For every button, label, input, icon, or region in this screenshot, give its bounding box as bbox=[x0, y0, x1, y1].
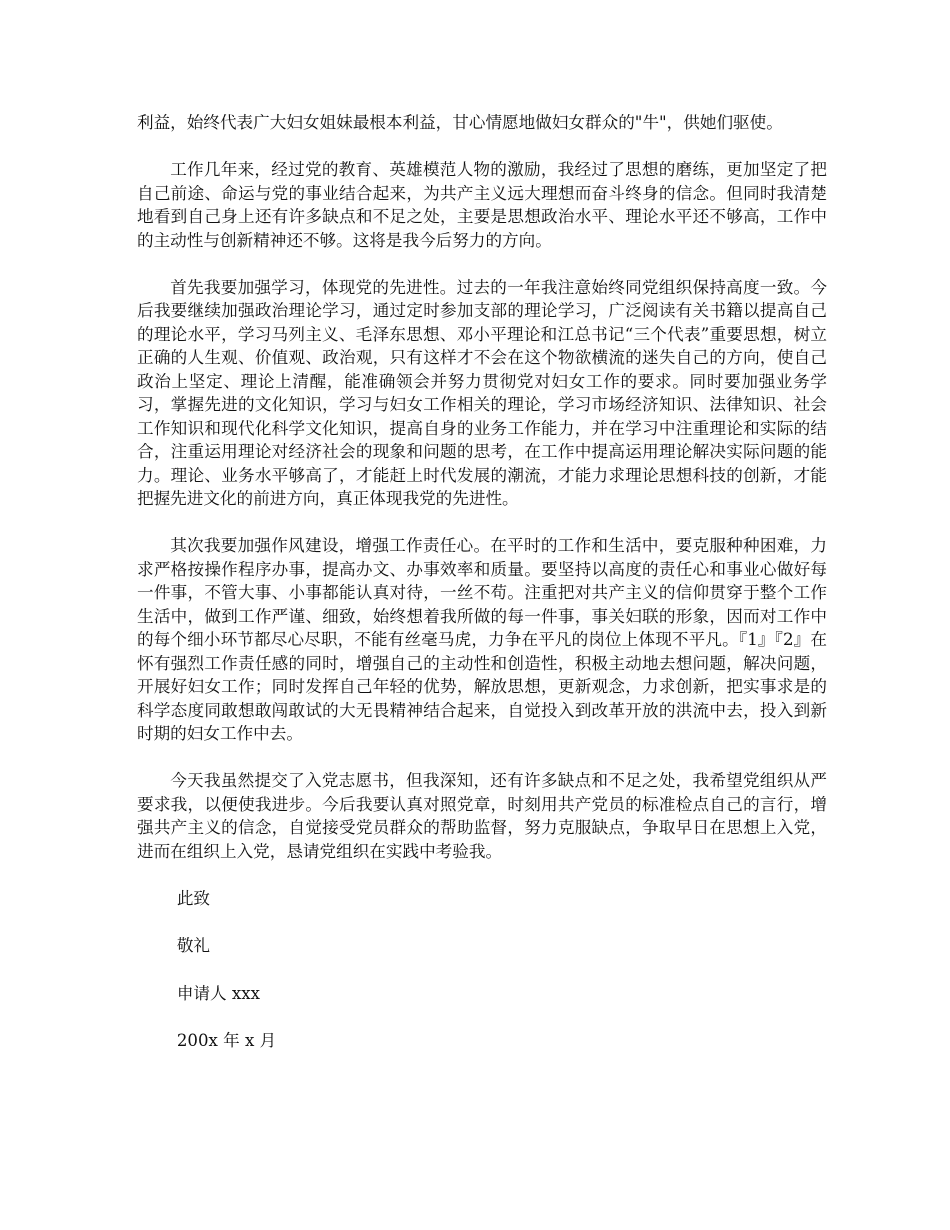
document-body bbox=[137, 111, 827, 1077]
paragraph-work-style: 其次我要加强作风建设，增强工作责任心。在平时的工作和生活中，要克服种种困难，力求严格按操作程序办事，提高办文、办事效率和质量。要坚持以高度的责任心和事业心做好每一件事，不管大事、小事都能认真对待，一丝不苟。注重把对共产主义的信仰贯穿于整个工作生活中，做到工作严谨、细致，始终想着我所做的每一件事，事关妇联的形象，因而对工作中的每个细小环节都尽心尽职，不能有丝毫马虎，力争在平凡的岗位上体现不平凡。『1』『2』在怀有强烈工作责任感的同时，增强自己的主动性和创造性，积极主动地去想问题，解决问题，开展好妇女工作；同时发挥自己年轻的优势，解放思想，更新观念，力求创新，把实事求是的科学态度同敢想敢闯敢试的大无畏精神结合起来，自觉投入到改革开放的洪流中去，投入到新时期的妇女工作中去。 bbox=[137, 536, 827, 743]
paragraph-continuation: 利益，始终代表广大妇女姐妹最根本利益，甘心情愿地做妇女群众的"牛"，供她们驱使。 bbox=[137, 113, 783, 132]
date: 200x 年 x 月 bbox=[176, 1031, 277, 1050]
closing-salutation-1: 此致 bbox=[176, 888, 211, 908]
paragraph-work-experience: 工作几年来，经过党的教育、英雄模范人物的激励，我经过了思想的磨练，更加坚定了把自己前途、命运与党的事业结合起来，为共产主义远大理想而奋斗终身的信念。但同时我清楚地看到自己身上还有许多缺点和不足之处，主要是思想政治水平、理论水平还不够高，工作中的主动性与创新精神还不够。这将是我今后努力的方向。 bbox=[137, 160, 827, 250]
paragraph-study: 首先我要加强学习，体现党的先进性。过去的一年我注意始终同党组织保持高度一致。今后我要继续加强政治理论学习，通过定时参加支部的理论学习，广泛阅读有关书籍以提高自己的理论水平，学习马列主义、毛泽东思想、邓小平理论和江总书记“三个代表”重要思想，树立正确的人生观、价值观、政治观，只有这样才不会在这个物欲横流的迷失自己的方向，使自己政治上坚定、理论上清醒，能准确领会并努力贯彻党对妇女工作的要求。同时要加强业务学习，掌握先进的文化知识，学习与妇女工作相关的理论，学习市场经济知识、法律知识、社会工作知识和现代化科学文化知识，提高自身的业务工作能力，并在学习中注重理论和实际的结合，注重运用理论对经济社会的现象和问题的思考，在工作中提高运用理论解决实际问题的能力。理论、业务水平够高了，才能赶上时代发展的潮流，才能力求理论思想科技的创新，才能把握先进文化的前进方向，真正体现我党的先进性。 bbox=[137, 277, 827, 508]
closing-salutation-2: 敬礼 bbox=[176, 936, 211, 955]
paragraph-conclusion: 今天我虽然提交了入党志愿书，但我深知，还有许多缺点和不足之处，我希望党组织从严要求我，以便使我进步。今后我要认真对照党章，时刻用共产党员的标准检点自己的言行，增强共产主义的信念，自觉接受党员群众的帮助监督，努力克服缺点，争取早日在思想上入党，进而在组织上入党，恳请党组织在实践中考验我。 bbox=[137, 771, 827, 861]
signature: 申请人 xxx bbox=[176, 983, 260, 1003]
